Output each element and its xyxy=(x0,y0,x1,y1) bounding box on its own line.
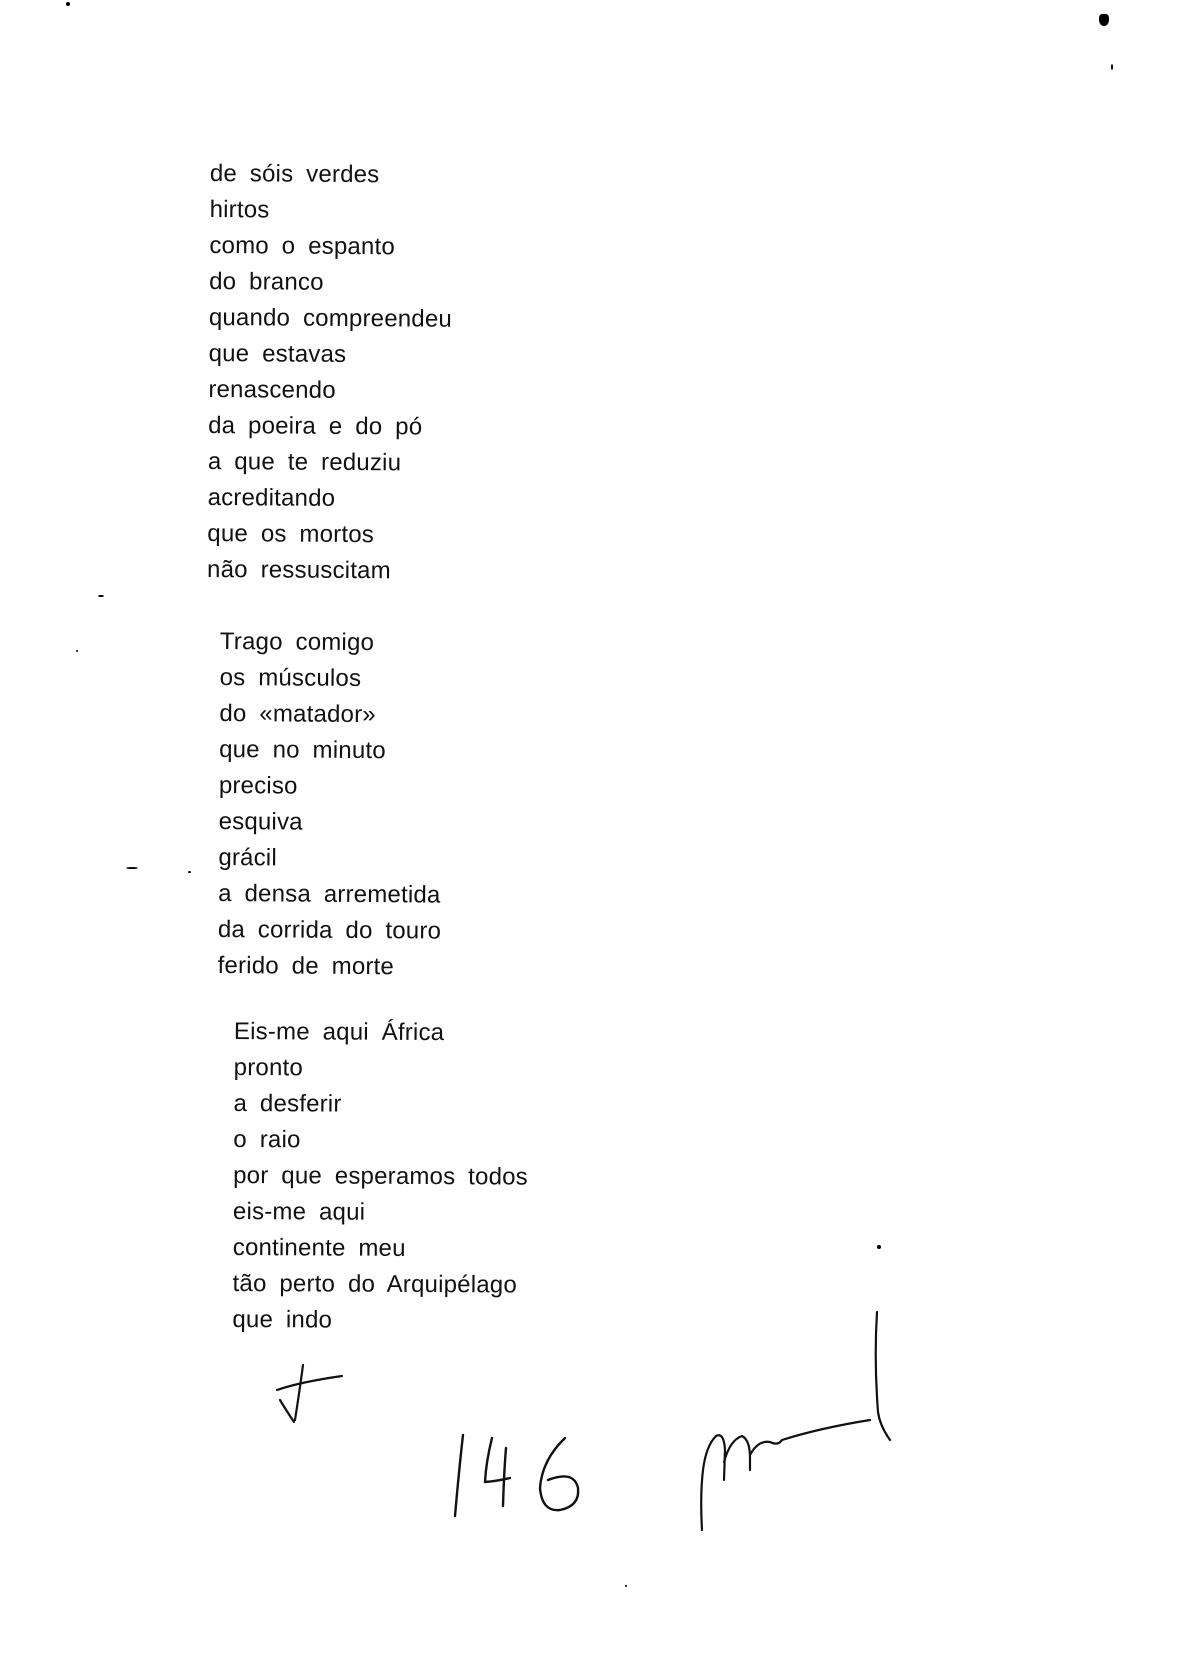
poem-line: como o espanto xyxy=(209,231,396,261)
poem-line: preciso xyxy=(218,771,298,800)
scan-speck xyxy=(76,650,78,652)
poem-line: a densa arremetida xyxy=(218,879,441,909)
poem-line: os músculos xyxy=(219,663,362,692)
poem-line: acreditando xyxy=(207,483,336,512)
poem-line: continente meu xyxy=(232,1233,406,1262)
poem-line: quando compreendeu xyxy=(208,303,453,333)
poem-line: da poeira e do pó xyxy=(208,411,423,441)
poem-line: a desferir xyxy=(233,1089,342,1118)
poem-line: Trago comigo xyxy=(219,627,375,657)
poem-line: do «matador» xyxy=(219,699,376,729)
poem-line: tão perto do Arquipélago xyxy=(232,1269,517,1299)
scan-speck xyxy=(126,867,138,869)
poem-line: que estavas xyxy=(208,339,347,368)
poem-line: não ressuscitam xyxy=(207,555,391,585)
handwritten-signature xyxy=(701,1312,890,1530)
scan-speck xyxy=(1111,64,1113,70)
scan-speck xyxy=(188,871,191,873)
poem-line: ferido de morte xyxy=(217,951,395,981)
poem-line: Eis-me aqui África xyxy=(233,1017,445,1047)
poem-line: o raio xyxy=(233,1125,301,1154)
poem-line: que indo xyxy=(232,1305,333,1334)
scan-speck xyxy=(66,2,70,6)
scan-speck xyxy=(1099,14,1109,26)
poem-line: pronto xyxy=(233,1053,304,1082)
poem-line: renascendo xyxy=(208,375,336,404)
poem-line: por que esperamos todos xyxy=(233,1161,529,1191)
poem-line: eis-me aqui xyxy=(232,1197,366,1226)
poem-line: de sóis verdes xyxy=(209,159,380,189)
poem-line: que os mortos xyxy=(207,519,375,549)
poem-line: grácil xyxy=(218,843,278,872)
handwritten-page-number xyxy=(455,1435,578,1516)
poem-line: a que te reduziu xyxy=(207,447,402,477)
scan-speck xyxy=(625,1585,627,1587)
poem-line: da corrida do touro xyxy=(217,915,442,945)
handwritten-cross-mark xyxy=(277,1365,342,1422)
scan-speck xyxy=(98,595,104,597)
poem-line: do branco xyxy=(209,267,324,296)
scan-speck xyxy=(877,1245,881,1249)
poem-line: esquiva xyxy=(218,807,303,836)
poem-line: que no minuto xyxy=(219,735,386,765)
poem-line: hirtos xyxy=(209,195,270,224)
